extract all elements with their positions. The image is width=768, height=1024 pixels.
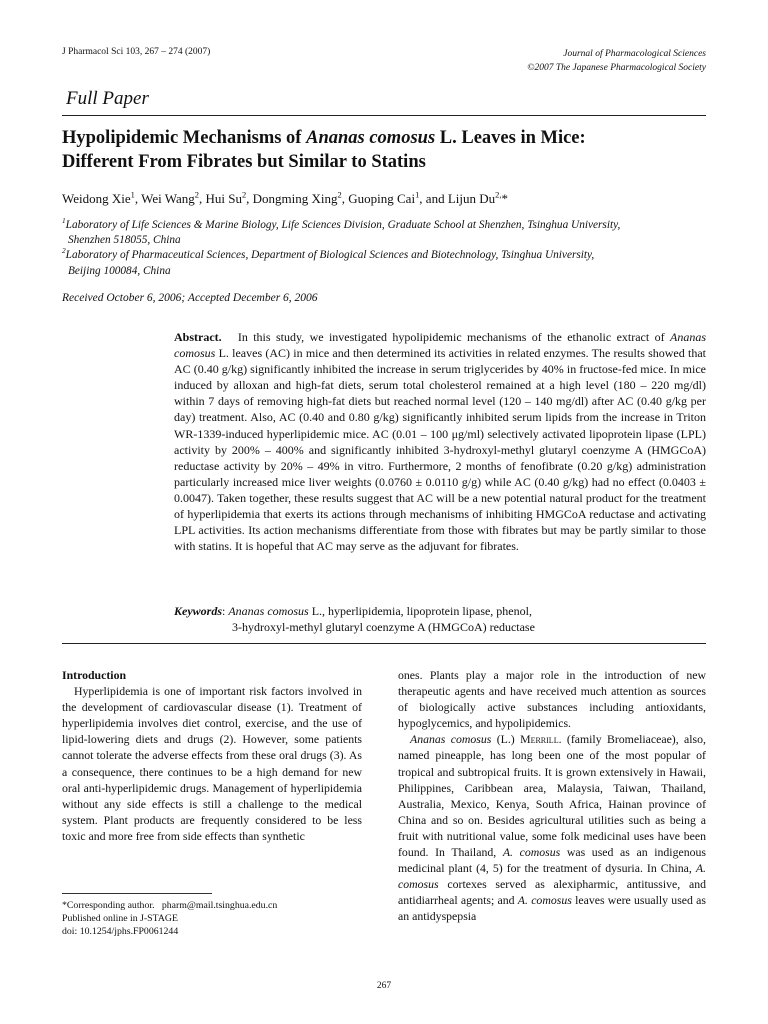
doi: doi: 10.1254/jphs.FP0061244 — [62, 926, 179, 937]
keywords-line1: L., hyperlipidemia, lipoprotein lipase, phenol, — [308, 604, 532, 618]
affiliation: $^1$Laboratory of Life Sciences & Marine Biology, Life Sciences Division, Graduate School at Shenzhen, Tsinghua University, — [62, 216, 621, 231]
citation-header — [62, 47, 210, 57]
author: Dongming Xing$^2$, — [252, 189, 349, 206]
article-type: Full Paper — [66, 88, 149, 109]
received-dates: Received October 6, 2006; Accepted December 6, 2006 — [62, 292, 318, 304]
author: Weidong Xie$^1$, — [62, 189, 142, 206]
author: Wei Wang$^2$, — [141, 189, 206, 206]
corresponding-author: *Corresponding author. pharm@mail.tsinghua.edu.cn — [62, 900, 278, 911]
keywords-species: Ananas comosus — [228, 604, 309, 618]
author-list — [62, 191, 508, 207]
published-online: Published online in J-STAGE — [62, 913, 178, 924]
title-line2: Different From Fibrates but Similar to Statins — [62, 152, 426, 172]
footnote-rule — [62, 893, 212, 894]
left-column — [62, 667, 362, 844]
affiliation-line2: Beijing 100084, China — [68, 264, 171, 277]
paper-title — [62, 126, 712, 174]
intro-paragraph: Hyperlipidemia is one of important risk factors involved in the development of cardiovascular disease (1). Treatment of hyperlipidemia involves diet control, exercise, and the use of lipid-lowering diets and drugs (2). However, some patients cannot tolerate the adverse effects from these oral drugs (3). As a consequence, there continues to be a high demand for new oral anti-hyperlipidemic drugs. Management of hyperlipidemia without any side effects is still a challenge to the medical system. Plant products are frequently considered to be less toxic and more free from side effects than synthetic — [62, 684, 362, 843]
affiliation: $^2$Laboratory of Pharmaceutical Sciences, Department of Biological Sciences and Biotechnology, Tsinghua University, — [62, 246, 595, 262]
abstract-rule — [62, 643, 706, 644]
author: Lijun $Du^{2,}*$ — [447, 189, 508, 206]
journal-header — [527, 47, 706, 75]
footnote — [62, 899, 277, 938]
intro-paragraph-2: Ananas comosus (L.) Merrill. (family Bromeliaceae), also, named pineapple, has long been one of the most popular of tropical and subtropical fruits. It is grown extensively in Hawaii, Philippines, Caribbean area, Malaysia, Taiwan, Thailand, Australia, Mexico, Kenya, South Africa, Hainan province of China and so on. Besides agricultural utilities such as being a fruit with nutritional value, some folk medicinal uses have been found. In Thailand, A. comosus was used as an indigenous medicinal plant (4, 5) for the treatment of dysuria. In China, A. comosus cortexes served as alexipharmic, antitussive, and antidiarrheal agents; and A. comosus leaves were usually used as an antidyspepsia — [398, 732, 706, 924]
abstract-lead: In this study, we investigated hypolipidemic mechanisms of the ethanolic extract of — [221, 330, 670, 344]
abstract-label: Abstract. — [174, 330, 222, 344]
affiliation-line2: Shenzhen 518055, China — [68, 234, 181, 247]
intro-paragraph-cont: ones. Plants play a major role in the introduction of new therapeutic agents and have received much attention as sources of biologically active substances including antioxidants, hypoglycemics, and hypolipidemics. — [398, 668, 706, 731]
page-number: 267 — [376, 981, 392, 991]
citation-text: J Pharmacol Sci 103, 267 – 274 (2007) — [62, 47, 211, 57]
author: Guoping Cai$^1$, and — [348, 189, 448, 206]
journal-name: Journal of Pharmacological Sciences — [563, 49, 706, 59]
keywords: Keywords: Ananas comosus L., hyperlipidemia, lipoprotein lipase, phenol, 3-hydroxyl-methyl glutaryl coenzyme A (HMGCoA) reductase — [174, 603, 706, 636]
keywords-label: Keywords — [174, 604, 222, 618]
right-column — [398, 667, 706, 925]
title-rule — [62, 115, 706, 116]
title-part: Hypolipidemic Mechanisms of — [62, 128, 307, 148]
author: Hui Su$^2$, — [205, 189, 253, 206]
affiliations — [62, 218, 712, 279]
abstract-species: Ananas comosus — [174, 330, 706, 361]
abstract-body: L. leaves (AC) in mice and then determined its activities in related enzymes. The results showed that AC (0.40 g/kg) significantly inhibited the increase in serum triglycerides by 40% in fructose-fed mice. In mice induced by alloxan and high-fat diets, serum total cholesterol remained at a high level (180 – 220 mg/dl) within 7 days of removing high-fat diets but reached normal level (120 – 140 mg/dl) after AC (0.40 g/kg per day) treatment. Also, AC (0.40 and 0.80 g/kg) significantly inhibited serum lipids from the increase in Triton WR-1339-induced hyperlipidemic mice. AC (0.01 – 100 μg/ml) selectively activated lipoprotein lipase (LPL) activity by 200% – 400% and significantly inhibited 3-hydroxyl-methyl glutaryl coenzyme A (HMGCoA) reductase activity by 20% – 49% in vitro. Furthermore, 2 months of fenofibrate (0.20 g/kg) administration particularly increased mice liver weights (0.0760 ± 0.0110 g/g) while AC (0.40 g/kg) had no effect (0.0403 ± 0.0047). Taken together, these results suggest that AC will be a new potential natural product for the treatment of hyperlipidemia that exerts its actions through mechanisms of inhibiting HMGCoA reductase and activating LPL activities. Its action mechanisms differentiate from those with fibrates but may be partly similar to those with statins. It is hopeful that AC may serve as the adjuvant for fibrates. — [174, 346, 706, 554]
title-part: L. Leaves in Mice: — [435, 128, 586, 148]
section-heading: Introduction — [62, 668, 127, 682]
keywords-line2: 3-hydroxyl-methyl glutaryl coenzyme A (HMGCoA) reductase — [232, 620, 535, 635]
abstract — [174, 329, 706, 554]
copyright-line: ©2007 The Japanese Pharmacological Society — [527, 63, 706, 73]
title-species: Ananas comosus — [306, 128, 436, 148]
